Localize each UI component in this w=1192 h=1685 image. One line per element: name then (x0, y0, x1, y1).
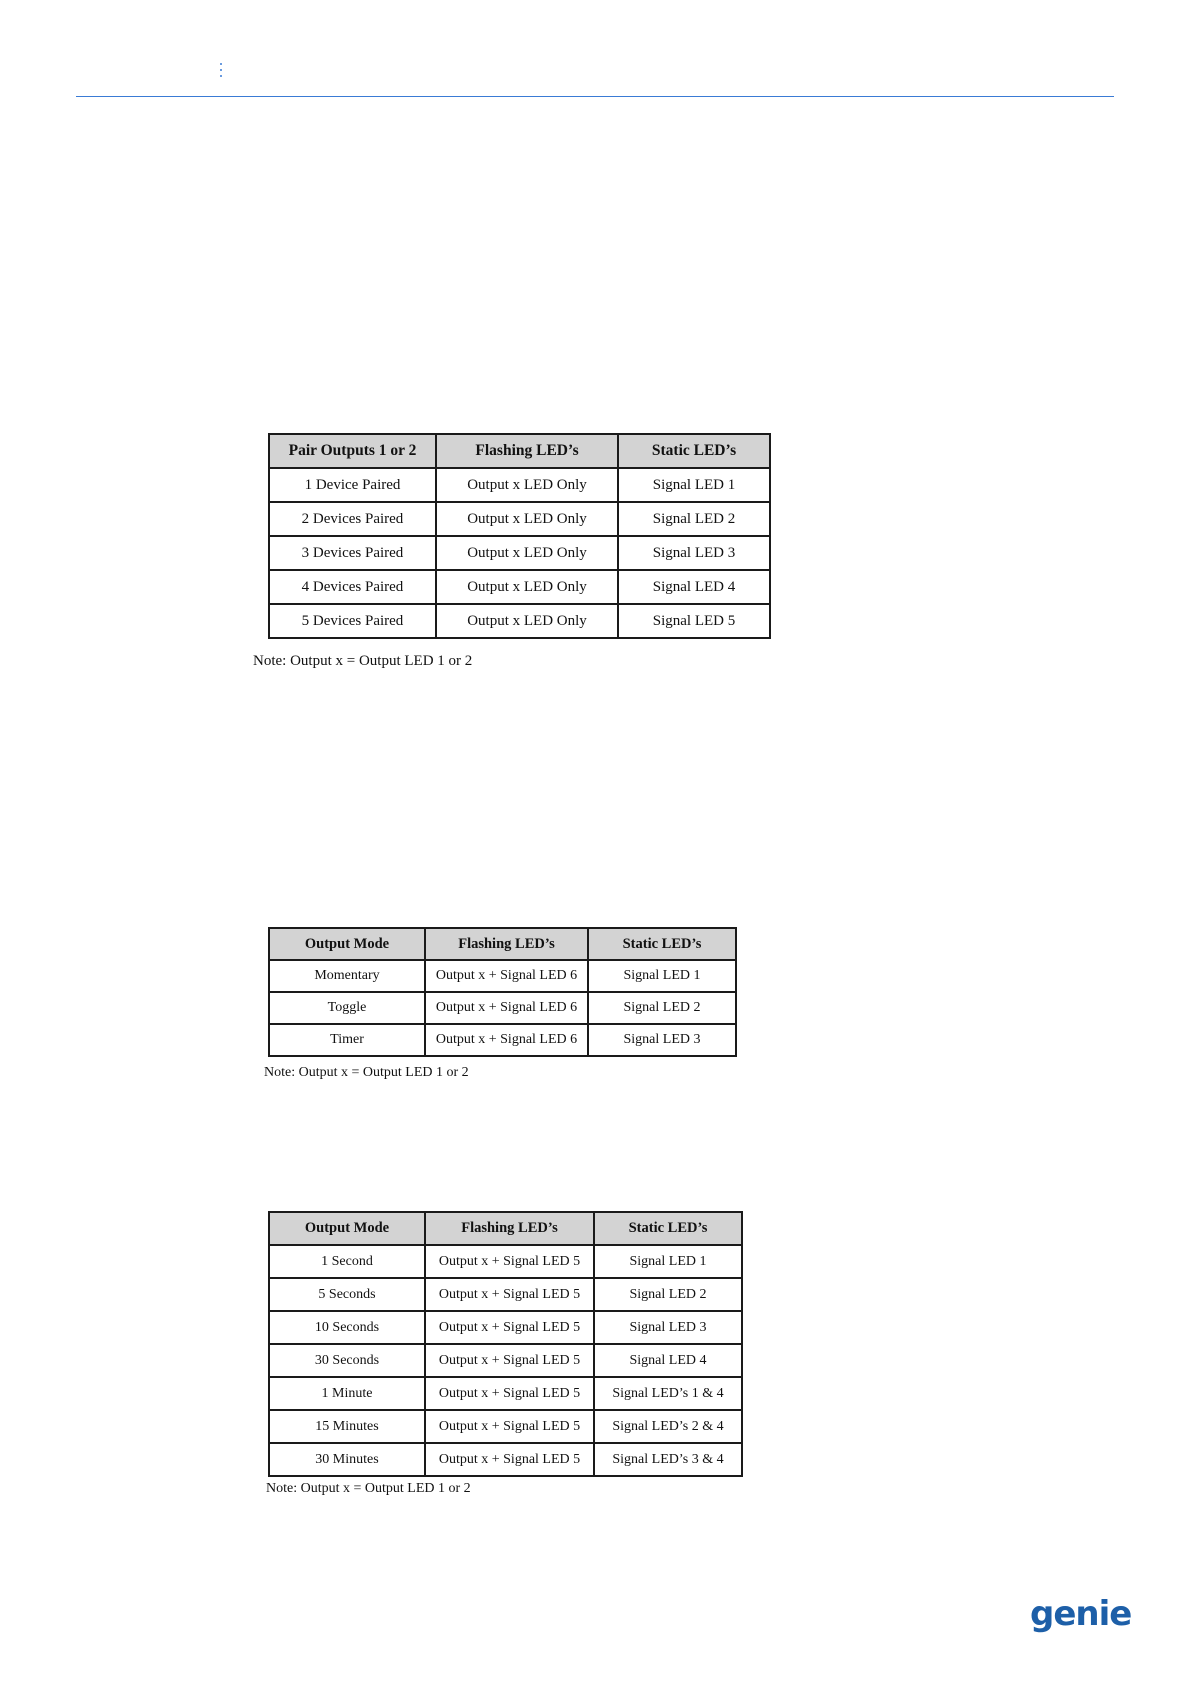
table-cell: Output x LED Only (436, 502, 618, 536)
table-row (269, 1443, 742, 1476)
table-cell: Momentary (269, 960, 425, 992)
table-header-cell: Output Mode (269, 1212, 425, 1245)
table-cell: 4 Devices Paired (269, 570, 436, 604)
table-cell: Signal LED 1 (618, 468, 770, 502)
table-row (269, 992, 736, 1024)
table-header-cell: Static LED’s (594, 1212, 742, 1245)
table-note: Note: Output x = Output LED 1 or 2 (264, 1065, 469, 1080)
table-header-cell: Static LED’s (588, 928, 736, 960)
table-cell: 10 Seconds (269, 1311, 425, 1344)
table-cell: 30 Seconds (269, 1344, 425, 1377)
table-row (269, 1278, 742, 1311)
table-cell: Output x + Signal LED 5 (425, 1443, 594, 1476)
table-cell: 1 Minute (269, 1377, 425, 1410)
table-cell: Output x LED Only (436, 570, 618, 604)
table-cell: Signal LED 2 (594, 1278, 742, 1311)
table-row (269, 1311, 742, 1344)
table-cell: Output x LED Only (436, 536, 618, 570)
table-row (269, 1245, 742, 1278)
table-header-row (269, 434, 770, 468)
table-cell: 15 Minutes (269, 1410, 425, 1443)
table-note: Note: Output x = Output LED 1 or 2 (253, 653, 473, 669)
table-row (269, 468, 770, 502)
pair-outputs-table (268, 433, 771, 639)
table-row (269, 570, 770, 604)
table-row (269, 1410, 742, 1443)
table-cell: Output x + Signal LED 5 (425, 1410, 594, 1443)
table-cell: Signal LED’s 2 & 4 (594, 1410, 742, 1443)
table-cell: Output x + Signal LED 5 (425, 1377, 594, 1410)
table-cell: Output x + Signal LED 5 (425, 1311, 594, 1344)
table-cell: Output x + Signal LED 6 (425, 992, 588, 1024)
table-header-cell: Flashing LED’s (425, 928, 588, 960)
table-cell: 2 Devices Paired (269, 502, 436, 536)
table-cell: Signal LED’s 1 & 4 (594, 1377, 742, 1410)
table-cell: 5 Devices Paired (269, 604, 436, 638)
table-note: Note: Output x = Output LED 1 or 2 (266, 1481, 471, 1496)
table-cell: Output x + Signal LED 5 (425, 1245, 594, 1278)
table-cell: Signal LED’s 3 & 4 (594, 1443, 742, 1476)
table-header-cell: Static LED’s (618, 434, 770, 468)
table-cell: Signal LED 2 (618, 502, 770, 536)
table-cell: Output x + Signal LED 6 (425, 1024, 588, 1056)
table-cell: Output x LED Only (436, 604, 618, 638)
table-cell: Signal LED 4 (618, 570, 770, 604)
table-cell: Signal LED 3 (588, 1024, 736, 1056)
table-header-cell: Flashing LED’s (425, 1212, 594, 1245)
table-row (269, 502, 770, 536)
header-dots-icon (219, 63, 223, 83)
table-cell: Output x + Signal LED 5 (425, 1278, 594, 1311)
table-cell: 1 Device Paired (269, 468, 436, 502)
table-row (269, 1024, 736, 1056)
table-cell: Timer (269, 1024, 425, 1056)
table-header-cell: Pair Outputs 1 or 2 (269, 434, 436, 468)
table-header-cell: Flashing LED’s (436, 434, 618, 468)
table-header-cell: Output Mode (269, 928, 425, 960)
table-cell: Signal LED 4 (594, 1344, 742, 1377)
table-row (269, 536, 770, 570)
output-mode-table (268, 927, 737, 1057)
table-cell: Output x + Signal LED 6 (425, 960, 588, 992)
table-row (269, 604, 770, 638)
table-cell: Output x + Signal LED 5 (425, 1344, 594, 1377)
table-cell: Signal LED 5 (618, 604, 770, 638)
table-cell: Signal LED 3 (594, 1311, 742, 1344)
table-cell: 3 Devices Paired (269, 536, 436, 570)
timer-duration-table (268, 1211, 743, 1477)
table-header-row (269, 1212, 742, 1245)
table-cell: 30 Minutes (269, 1443, 425, 1476)
genie-logo: genie (1030, 1594, 1132, 1634)
table-cell: Signal LED 3 (618, 536, 770, 570)
table-cell: Signal LED 2 (588, 992, 736, 1024)
header-rule (76, 96, 1114, 97)
table-header-row (269, 928, 736, 960)
table-row (269, 960, 736, 992)
table-cell: Signal LED 1 (588, 960, 736, 992)
table-row (269, 1377, 742, 1410)
table-cell: 1 Second (269, 1245, 425, 1278)
table-cell: Toggle (269, 992, 425, 1024)
table-row (269, 1344, 742, 1377)
table-cell: 5 Seconds (269, 1278, 425, 1311)
table-cell: Output x LED Only (436, 468, 618, 502)
table-cell: Signal LED 1 (594, 1245, 742, 1278)
